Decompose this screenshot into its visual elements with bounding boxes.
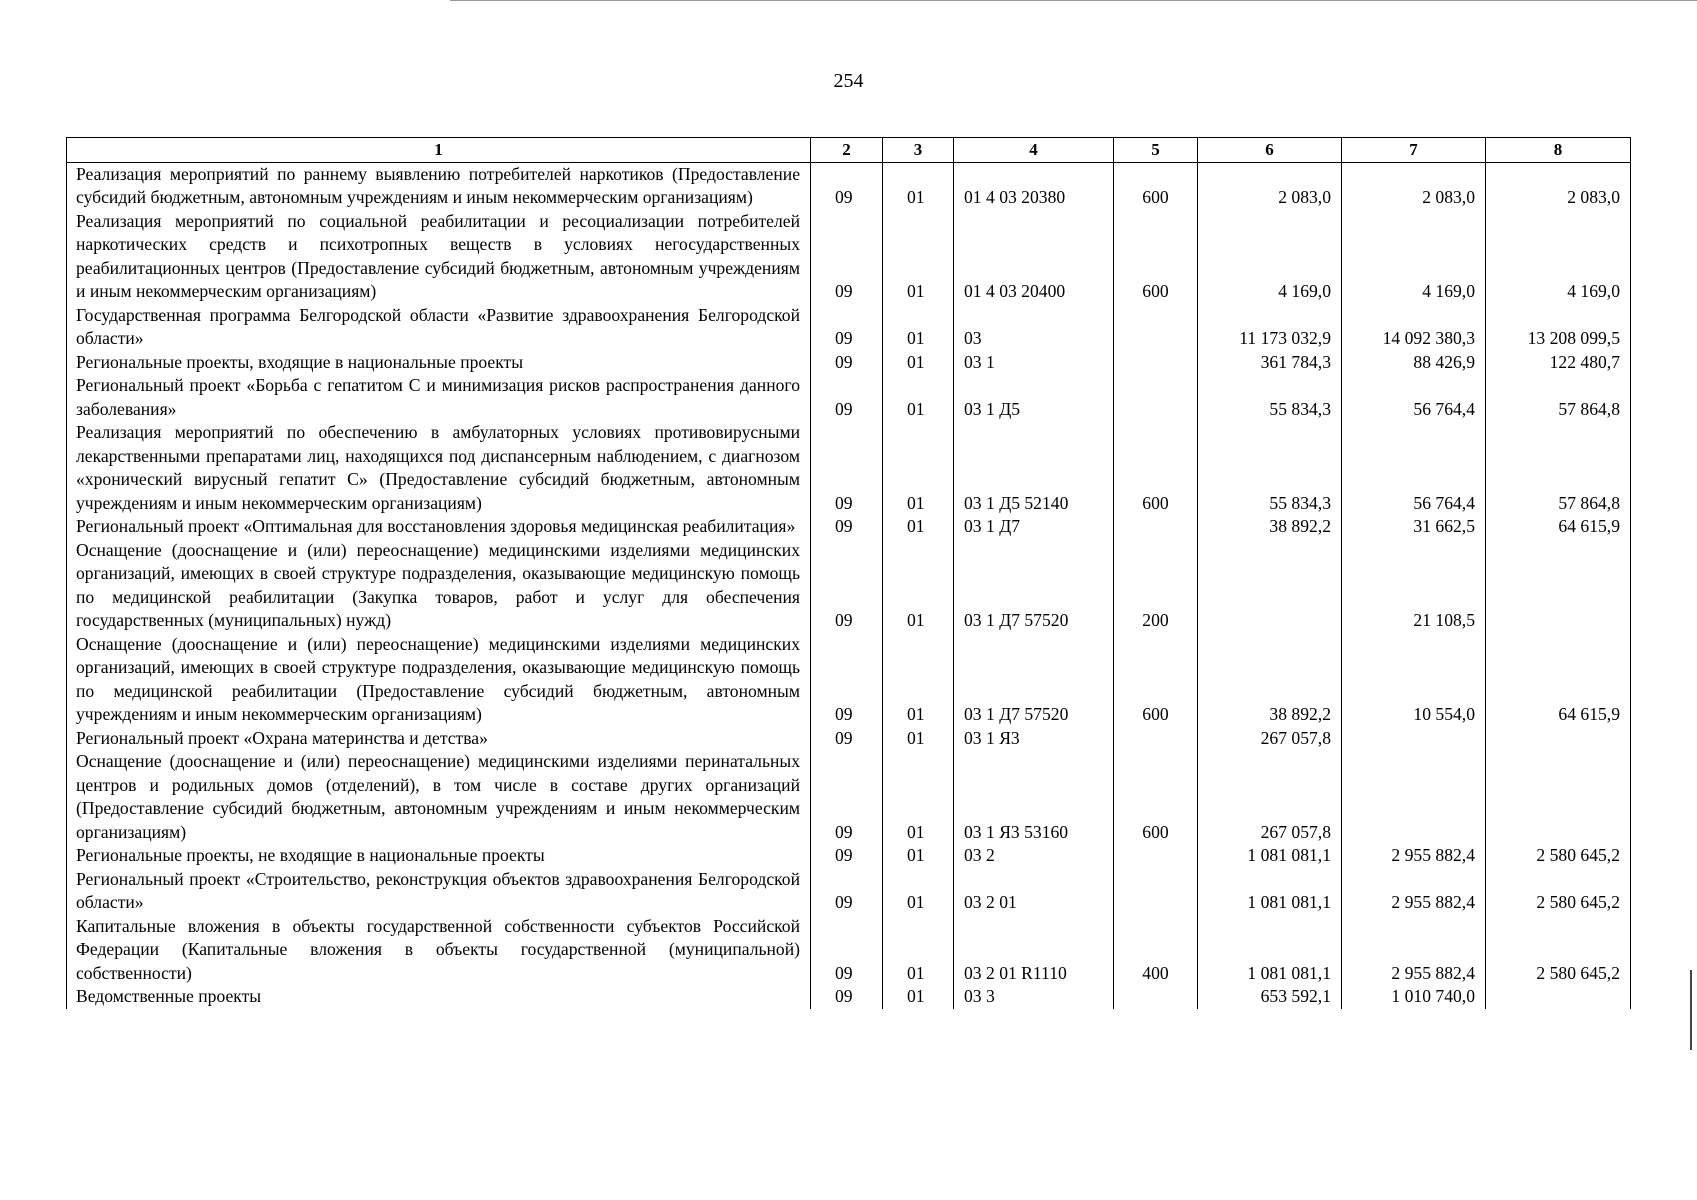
row-value-6: 11 173 032,9 — [1198, 304, 1342, 351]
row-subsection: 01 — [883, 750, 954, 844]
row-name: Региональные проекты, входящие в национальные проекты — [67, 351, 811, 375]
row-value-7: 14 092 380,3 — [1342, 304, 1486, 351]
row-name: Ведомственные проекты — [67, 985, 811, 1009]
row-target-code: 03 3 — [954, 985, 1114, 1009]
row-target-code: 03 — [954, 304, 1114, 351]
row-expense-type: 600 — [1114, 210, 1198, 304]
row-value-6: 4 169,0 — [1198, 210, 1342, 304]
column-header: 7 — [1342, 138, 1486, 163]
row-subsection: 01 — [883, 633, 954, 727]
row-value-8: 122 480,7 — [1486, 351, 1631, 375]
row-section: 09 — [811, 162, 883, 210]
row-section: 09 — [811, 985, 883, 1009]
row-expense-type: 600 — [1114, 162, 1198, 210]
row-name: Региональный проект «Охрана материнства и детства» — [67, 727, 811, 751]
row-expense-type — [1114, 868, 1198, 915]
row-value-6: 55 834,3 — [1198, 374, 1342, 421]
row-value-8: 57 864,8 — [1486, 421, 1631, 515]
row-value-8: 2 580 645,2 — [1486, 915, 1631, 986]
row-value-6: 38 892,2 — [1198, 633, 1342, 727]
row-value-7: 4 169,0 — [1342, 210, 1486, 304]
table-row — [67, 304, 1631, 351]
row-value-6: 1 081 081,1 — [1198, 915, 1342, 986]
row-value-6: 267 057,8 — [1198, 727, 1342, 751]
row-expense-type — [1114, 727, 1198, 751]
row-value-6: 653 592,1 — [1198, 985, 1342, 1009]
row-value-6: 55 834,3 — [1198, 421, 1342, 515]
row-target-code: 01 4 03 20400 — [954, 210, 1114, 304]
row-target-code: 03 1 Д5 — [954, 374, 1114, 421]
row-section: 09 — [811, 374, 883, 421]
page-number: 254 — [833, 70, 864, 92]
table-row — [67, 539, 1631, 633]
row-expense-type: 600 — [1114, 633, 1198, 727]
column-header: 6 — [1198, 138, 1342, 163]
row-subsection: 01 — [883, 210, 954, 304]
table-row — [67, 868, 1631, 915]
column-header: 4 — [954, 138, 1114, 163]
row-value-6: 38 892,2 — [1198, 515, 1342, 539]
row-subsection: 01 — [883, 985, 954, 1009]
table-row — [67, 727, 1631, 751]
row-value-7: 31 662,5 — [1342, 515, 1486, 539]
row-value-7: 2 955 882,4 — [1342, 844, 1486, 868]
row-section: 09 — [811, 539, 883, 633]
scan-right-edge — [1690, 970, 1692, 1050]
table-row — [67, 421, 1631, 515]
table-row — [67, 210, 1631, 304]
row-value-6: 2 083,0 — [1198, 162, 1342, 210]
row-value-6 — [1198, 539, 1342, 633]
row-name: Региональные проекты, не входящие в национальные проекты — [67, 844, 811, 868]
row-value-7: 2 083,0 — [1342, 162, 1486, 210]
row-expense-type: 600 — [1114, 750, 1198, 844]
table-row — [67, 915, 1631, 986]
row-target-code: 03 2 01 — [954, 868, 1114, 915]
row-section: 09 — [811, 304, 883, 351]
row-target-code: 03 1 Д7 57520 — [954, 539, 1114, 633]
row-target-code: 03 1 Д5 52140 — [954, 421, 1114, 515]
row-subsection: 01 — [883, 727, 954, 751]
table-row — [67, 985, 1631, 1009]
row-value-7: 88 426,9 — [1342, 351, 1486, 375]
table-row — [67, 351, 1631, 375]
column-number-row — [67, 138, 1631, 163]
row-subsection: 01 — [883, 421, 954, 515]
row-value-8 — [1486, 985, 1631, 1009]
row-expense-type: 400 — [1114, 915, 1198, 986]
row-expense-type — [1114, 515, 1198, 539]
row-value-6: 1 081 081,1 — [1198, 844, 1342, 868]
row-value-8: 2 083,0 — [1486, 162, 1631, 210]
row-name: Региональный проект «Оптимальная для восстановления здоровья медицинская реабилитация» — [67, 515, 811, 539]
row-value-6: 1 081 081,1 — [1198, 868, 1342, 915]
row-value-8: 13 208 099,5 — [1486, 304, 1631, 351]
row-target-code: 03 2 — [954, 844, 1114, 868]
column-header: 1 — [67, 138, 811, 163]
column-header: 2 — [811, 138, 883, 163]
row-expense-type — [1114, 985, 1198, 1009]
row-subsection: 01 — [883, 539, 954, 633]
row-expense-type — [1114, 304, 1198, 351]
row-value-7: 56 764,4 — [1342, 421, 1486, 515]
row-target-code: 03 1 Я3 53160 — [954, 750, 1114, 844]
table-row — [67, 844, 1631, 868]
row-subsection: 01 — [883, 374, 954, 421]
row-subsection: 01 — [883, 351, 954, 375]
scan-top-edge — [450, 0, 1697, 1]
table-row — [67, 162, 1631, 210]
row-section: 09 — [811, 633, 883, 727]
row-name: Капитальные вложения в объекты государственной собственности субъектов Российской Федерации (Капитальные вложения в объекты государственной (муниципальной) собственности) — [67, 915, 811, 986]
row-name: Оснащение (дооснащение и (или) переоснащение) медицинскими изделиями перинатальных центров и родильных домов (отделений), в том числе в составе других организаций (Предоставление субсидий бюджетным, автономным учреждениям и иным некоммерческим организациям) — [67, 750, 811, 844]
row-subsection: 01 — [883, 162, 954, 210]
row-expense-type — [1114, 374, 1198, 421]
budget-table — [66, 137, 1631, 1009]
row-subsection: 01 — [883, 844, 954, 868]
row-name: Региональный проект «Борьба с гепатитом С и минимизация рисков распространения данного заболевания» — [67, 374, 811, 421]
row-section: 09 — [811, 210, 883, 304]
row-expense-type: 200 — [1114, 539, 1198, 633]
row-value-8 — [1486, 750, 1631, 844]
table-row — [67, 750, 1631, 844]
row-value-7: 10 554,0 — [1342, 633, 1486, 727]
row-target-code: 03 2 01 R1110 — [954, 915, 1114, 986]
row-subsection: 01 — [883, 304, 954, 351]
row-value-6: 267 057,8 — [1198, 750, 1342, 844]
row-name: Региональный проект «Строительство, реконструкция объектов здравоохранения Белгородской области» — [67, 868, 811, 915]
row-subsection: 01 — [883, 515, 954, 539]
row-target-code: 03 1 Я3 — [954, 727, 1114, 751]
row-target-code: 03 1 — [954, 351, 1114, 375]
row-target-code: 03 1 Д7 — [954, 515, 1114, 539]
row-section: 09 — [811, 515, 883, 539]
table-row — [67, 515, 1631, 539]
row-subsection: 01 — [883, 915, 954, 986]
row-section: 09 — [811, 727, 883, 751]
row-section: 09 — [811, 915, 883, 986]
row-section: 09 — [811, 868, 883, 915]
row-value-7 — [1342, 750, 1486, 844]
row-value-7: 2 955 882,4 — [1342, 868, 1486, 915]
row-value-7: 56 764,4 — [1342, 374, 1486, 421]
row-value-8: 4 169,0 — [1486, 210, 1631, 304]
row-section: 09 — [811, 421, 883, 515]
row-name: Реализация мероприятий по обеспечению в амбулаторных условиях противовирусными лекарственными препаратами лиц, находящихся под диспансерным наблюдением, с диагнозом «хронический вирусный гепатит С» (Предоставление субсидий бюджетным, автономным учреждениям и иным некоммерческим организациям) — [67, 421, 811, 515]
row-expense-type — [1114, 844, 1198, 868]
row-expense-type — [1114, 351, 1198, 375]
row-value-8: 2 580 645,2 — [1486, 844, 1631, 868]
column-header: 3 — [883, 138, 954, 163]
row-name: Государственная программа Белгородской области «Развитие здравоохранения Белгородской области» — [67, 304, 811, 351]
row-value-8 — [1486, 727, 1631, 751]
row-value-6: 361 784,3 — [1198, 351, 1342, 375]
row-value-8: 64 615,9 — [1486, 515, 1631, 539]
row-target-code: 03 1 Д7 57520 — [954, 633, 1114, 727]
row-value-8: 57 864,8 — [1486, 374, 1631, 421]
row-section: 09 — [811, 844, 883, 868]
table-row — [67, 374, 1631, 421]
row-name: Реализация мероприятий по социальной реабилитации и ресоциализации потребителей наркотических средств и психотропных веществ в условиях негосударственных реабилитационных центров (Предоставление субсидий бюджетным, автономным учреждениям и иным некоммерческим организациям) — [67, 210, 811, 304]
row-value-7: 2 955 882,4 — [1342, 915, 1486, 986]
row-value-8 — [1486, 539, 1631, 633]
row-name: Оснащение (дооснащение и (или) переоснащение) медицинскими изделиями медицинских организаций, имеющих в своей структуре подразделения, оказывающие медицинскую помощь по медицинской реабилитации (Закупка товаров, работ и услуг для обеспечения государственных (муниципальных) нужд) — [67, 539, 811, 633]
row-name: Оснащение (дооснащение и (или) переоснащение) медицинскими изделиями медицинских организаций, имеющих в своей структуре подразделения, оказывающие медицинскую помощь по медицинской реабилитации (Предоставление субсидий бюджетным, автономным учреждениям и иным некоммерческим организациям) — [67, 633, 811, 727]
row-value-7: 21 108,5 — [1342, 539, 1486, 633]
row-value-7 — [1342, 727, 1486, 751]
row-value-8: 2 580 645,2 — [1486, 868, 1631, 915]
row-value-7: 1 010 740,0 — [1342, 985, 1486, 1009]
row-section: 09 — [811, 750, 883, 844]
column-header: 5 — [1114, 138, 1198, 163]
row-target-code: 01 4 03 20380 — [954, 162, 1114, 210]
column-header: 8 — [1486, 138, 1631, 163]
table-row — [67, 633, 1631, 727]
row-expense-type: 600 — [1114, 421, 1198, 515]
row-name: Реализация мероприятий по раннему выявлению потребителей наркотиков (Предоставление субсидий бюджетным, автономным учреждениям и иным некоммерческим организациям) — [67, 162, 811, 210]
row-value-8: 64 615,9 — [1486, 633, 1631, 727]
row-subsection: 01 — [883, 868, 954, 915]
row-section: 09 — [811, 351, 883, 375]
